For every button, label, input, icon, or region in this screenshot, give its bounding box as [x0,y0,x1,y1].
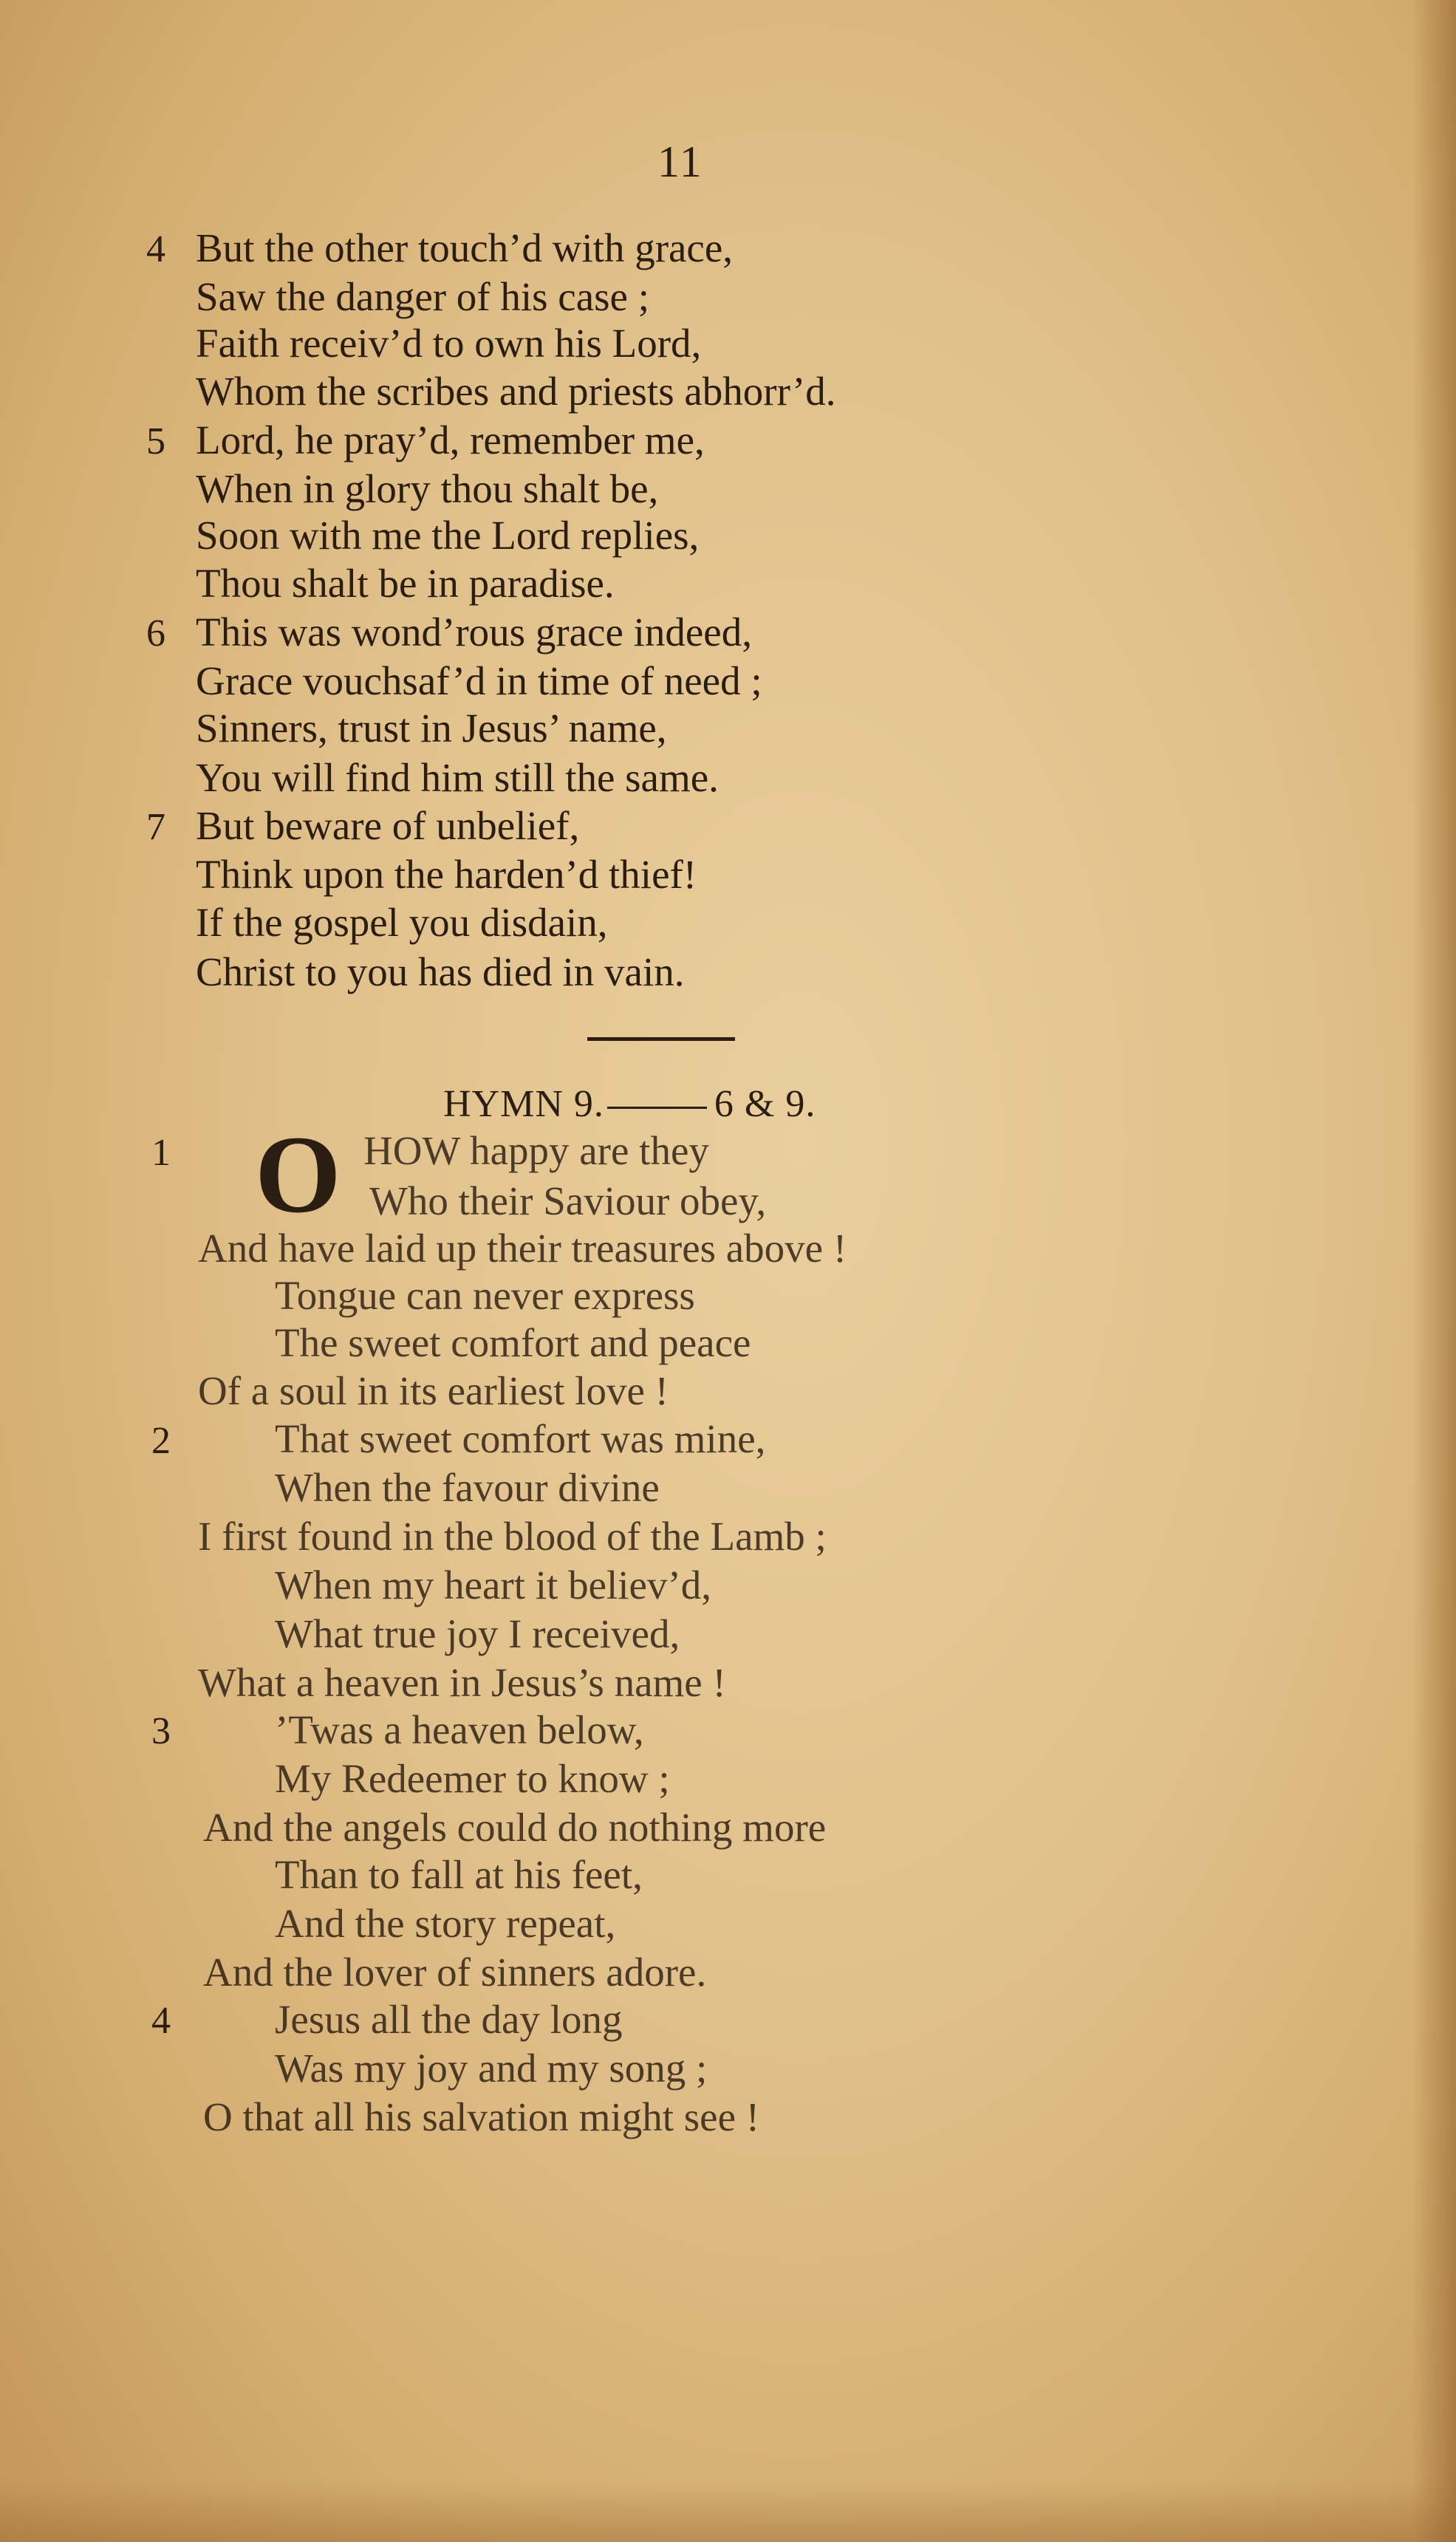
verse-line: ’Twas a heaven below, [275,1707,644,1752]
verse-line: Sinners, trust in Jesus’ name, [196,705,667,751]
section-divider [587,1037,735,1041]
verse-line: Soon with me the Lord replies, [196,513,700,558]
verse-line: Grace vouchsaf’d in time of need ; [196,658,762,703]
verse-line: Saw the danger of his case ; [196,274,649,319]
verse-line: But the other touch’d with grace, [196,225,734,270]
verse-line: Tongue can never express [275,1273,695,1318]
page-edge-shadow [1412,0,1456,2542]
verse-line: The sweet comfort and peace [275,1320,751,1365]
verse-line: Was my joy and my song ; [275,2046,708,2091]
verse-line: If the gospel you disdain, [196,900,608,945]
verse-line: And the story repeat, [275,1901,616,1946]
verse-line: Whom the scribes and priests abhorr’d. [196,369,836,414]
verse-line: And the angels could do nothing more [203,1805,827,1850]
verse-line: Christ to you has died in vain. [196,949,685,994]
page-number: 11 [657,137,703,186]
verse-number: 3 [151,1710,171,1752]
verse-line: What true joy I received, [275,1611,680,1656]
verse-line: Of a soul in its earliest love ! [198,1368,669,1413]
verse-line: You will find him still the same. [196,755,719,800]
heading-dash [607,1107,707,1109]
verse-line: HOW happy are they [363,1128,709,1173]
verse-line: O that all his salvation might see ! [203,2094,760,2139]
verse-line: Faith receiv’d to own his Lord, [196,321,702,366]
verse-line: When my heart it believ’d, [275,1562,712,1607]
verse-line: And the lover of sinners adore. [203,1950,707,1995]
hymn-title: HYMN 9. [443,1083,604,1125]
verse-number: 4 [151,2000,171,2042]
verse-line: Thou shalt be in paradise. [196,561,615,606]
verse-number: 5 [146,420,165,462]
drop-cap: O [255,1113,341,1236]
verse-line: When the favour divine [275,1465,660,1510]
hymn-meter: 6 & 9. [714,1083,816,1125]
hymn-heading [443,1082,816,1126]
verse-line: Jesus all the day long [275,1997,623,2042]
verse-number: 1 [151,1132,171,1174]
verse-line: Than to fall at his feet, [275,1852,643,1897]
verse-number: 7 [146,806,165,848]
verse-line: Lord, he pray’d, remember me, [196,417,705,462]
verse-line: But beware of unbelief, [196,803,580,848]
page-bottom-shadow [0,2483,1456,2542]
verse-line: Who their Saviour obey, [369,1178,767,1223]
verse-number: 6 [146,612,165,655]
verse-line: This was wond’rous grace indeed, [196,609,752,655]
verse-line: And have laid up their treasures above ! [198,1226,847,1271]
verse-line: My Redeemer to know ; [275,1756,670,1801]
verse-number: 2 [151,1420,171,1462]
verse-line: What a heaven in Jesus’s name ! [198,1660,726,1705]
verse-line: When in glory thou shalt be, [196,466,659,511]
verse-line: Think upon the harden’d thief! [196,852,697,897]
verse-line: I first found in the blood of the Lamb ; [198,1514,827,1559]
verse-number: 4 [146,228,165,270]
verse-line: That sweet comfort was mine, [275,1416,766,1461]
